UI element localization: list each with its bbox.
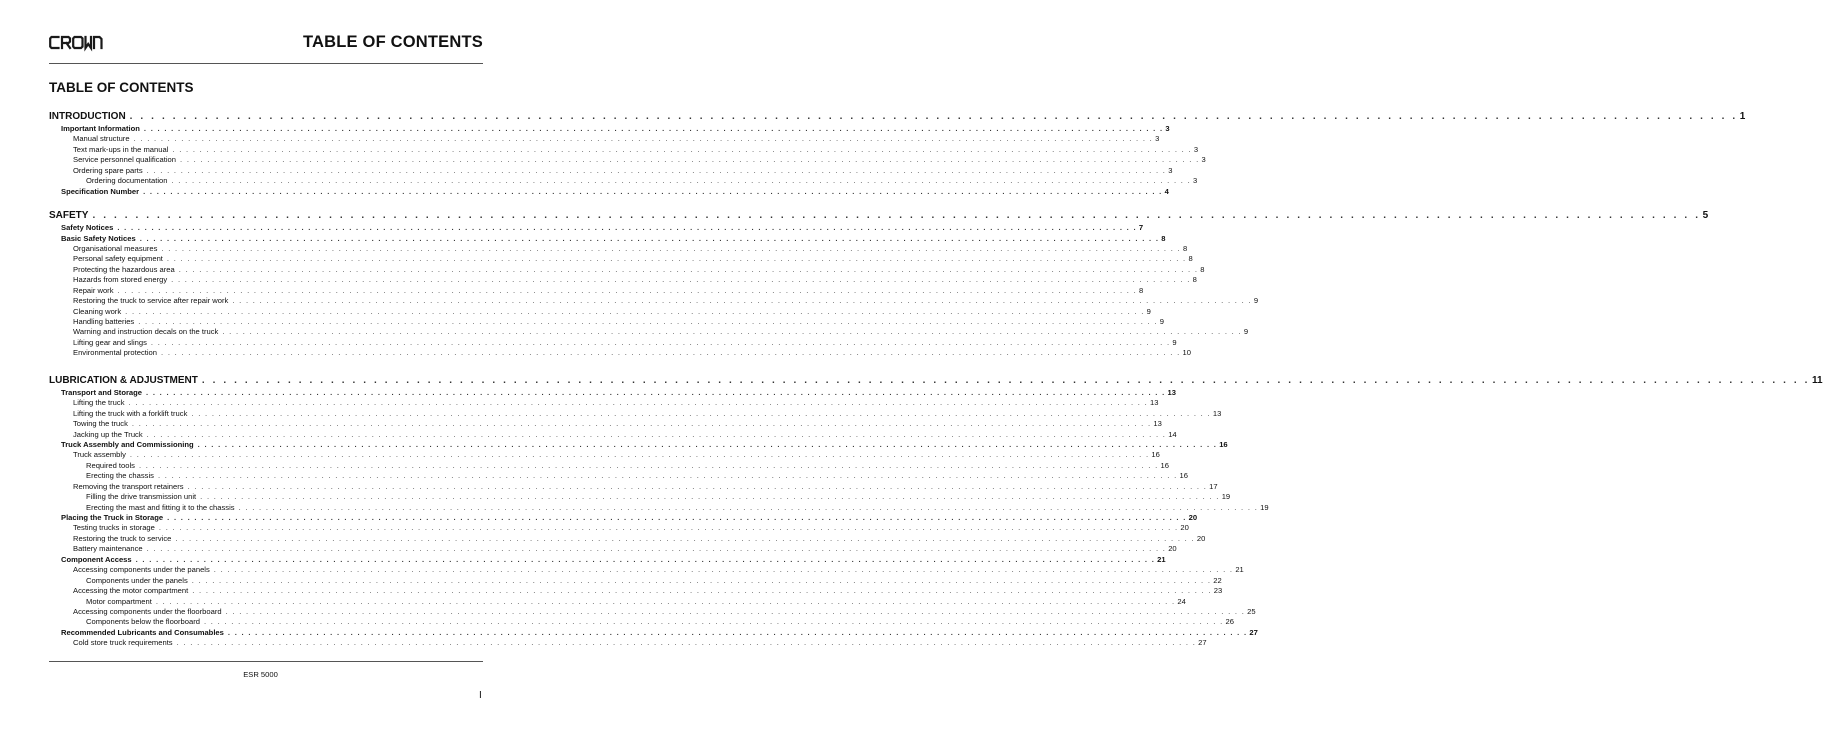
toc-entry-page: 7 [1138,223,1144,233]
toc-entry-page: 3 [1165,124,1170,133]
toc-entry[interactable] [49,419,1162,429]
dot-leader: . . . . . . . . . . . . . . . . . . . . . . . . . . . . . . . . . . . . . . . . . . . . . . . . . . . . . . . . . . . . . . . . . . . . . . . . . . . . . . . . . . . . . . . . . . . . . . . . . . . . . . . . . . . . . . . . . . . . . . . . . . . . . . . . . . . . . . . . . . . . . . . . . . . . . . [213,565,1234,575]
toc-entry-page: 8 [1192,275,1197,285]
crown-logo [49,35,103,54]
toc-entry[interactable] [49,186,1169,197]
toc-entry[interactable] [49,327,1249,337]
toc-section[interactable] [49,374,1823,388]
toc-entry-label: Transport and Storage [61,387,143,397]
toc-entry[interactable] [49,306,1151,317]
toc-entry-label: Hazards from stored energy [73,275,168,285]
toc-entry-page: 16 [1179,471,1188,481]
toc-entry-label: Erecting the mast and fitting it to the chassis [86,502,235,512]
toc-entry-label: Handling batteries [73,317,135,326]
toc-entry-label: Text mark-ups in the manual [73,144,169,154]
toc-entry[interactable] [49,471,1188,481]
toc-entry[interactable] [49,481,1218,492]
toc-entry-label: Organisational measures [73,243,158,253]
toc-entry-label: Lifting the truck [73,398,125,408]
toc-entry-label: Ordering spare parts [73,165,143,175]
toc-entry-label: Battery maintenance [73,544,143,554]
dot-leader: . . . . . . . . . . . . . . . . . . . . . . . . . . . . . . . . . . . . . . . . . . . . . . . . . . . . . . . . . . . . . . . . . . . . . . . . . . . . . . . . . . . . . . . . . . . . . . . . . . . . . . . . . . . . . . . . . . . . . . . . . . . . . . . . . . . . . . . . . . . . . . . . . . . . . . [191,408,1211,418]
toc-entry-page: 8 [1161,233,1166,243]
toc-entry-page: 25 [1247,606,1256,616]
toc-entry-page: 23 [1213,586,1223,596]
dot-leader: . . . . . . . . . . . . . . . . . . . . . . . . . . . . . . . . . . . . . . . . . . . . . . . . . . . . . . . . . . . . . . . . . . . . . . . . . . . . . . . . . . . . . . . . . . . . . . . . . . . . . . . . . . . . . . . . . . . . . . . . . . . . . . . . . . . . . . . . . . . . . . . . . . . . . . [191,575,1212,585]
toc-entry-page: 16 [1219,439,1228,449]
toc-entry[interactable] [49,348,1191,358]
toc-entry-label: Environmental protection [73,348,157,358]
toc-entry[interactable] [49,429,1177,440]
section-spacer [49,359,483,374]
toc-entry-page: 8 [1188,254,1193,264]
toc-entry[interactable] [49,275,1197,285]
dot-leader: . . . . . . . . . . . . . . . . . . . . . . . . . . . . . . . . . . . . . . . . . . . . . . . . . . . . . . . . . . . . . . . . . . . . . . . . . . . . . . . . . . . . . . . . . . . . . . . . . . . . . . . . . . . . . . . . . . . . . . . . . . . . . . . . . . . . . . . . . . . . . . . . . . . . . . [200,492,1220,502]
toc-entry-label: Jacking up the Truck [73,429,143,439]
dot-leader: . . . . . . . . . . . . . . . . . . . . . . . . . . . . . . . . . . . . . . . . . . . . . . . . . . . . . . . . . . . . . . . . . . . . . . . . . . . . . . . . . . . . . . . . . . . . . . . . . . . . . . . . . . . . . . . . . . . . . . . . . . . . . . . . . . . . . . . . . . . . . . . . . . . . . . [178,264,1199,274]
dot-leader: . . . . . . . . . . . . . . . . . . . . . . . . . . . . . . . . . . . . . . . . . . . . . . . . . . . . . . . . . . . . . . . . . . . . . . . . . . . . . . . . . . . . . . . . . . . . . . . . . . . . . . . . . . . . . . . . . . . . . . . . . . . . . . . . . . . . . . . . . . . . . . . . . . . . . . [197,439,1218,449]
toc-entry-label: Basic Safety Notices [61,233,136,243]
toc-entry-label: Component Access [61,554,132,564]
toc-entry-page: 3 [1201,155,1206,165]
toc-entry-page: 19 [1221,492,1231,502]
toc-entry-label: Placing the Truck in Storage [61,513,164,522]
toc-entry[interactable] [49,144,1199,155]
crown-logo-mark [49,35,103,49]
dot-leader: . . . . . . . . . . . . . . . . . . . . . . . . . . . . . . . . . . . . . . . . . . . . . . . . . . . . . . . . . . . . . . . . . . . . . . . . . . . . . . . . . . . . . . . . . . . . . . . . . . . . . . . . . . . . . . . . . . . . . . . . . . . . . . . . . . . . . . . . . . . . . . . . . . . . . . [117,285,1138,295]
toc-entry[interactable] [49,337,1177,348]
toc-entry-page: 13 [1150,398,1159,408]
toc-entry-page: 9 [1172,337,1177,347]
dot-leader: . . . . . . . . . . . . . . . . . . . . . . . . . . . . . . . . . . . . . . . . . . . . . . . . . . . . . . . . . . . . . . . . . . . . . . . . . . . . . . . . . . . . . . . . . . . . . . . . . . . . . . . . . . . . . . . . . . . . . . . . . . . . . . . . . . . . . . . . . . . . . . . . . . . . . . [117,223,1137,233]
dot-leader: . . . . . . . . . . . . . . . . . . . . . . . . . . . . . . . . . . . . . . . . . . . . . . . . . . . . . . . . . . . . . . . . . . . . . . . . . . . . . . . . . . . . . . . . . . . . . . . . . . . . . . . . . . . . . . . . . . . . . . . . . . . . . . . . . . . . . . . . . . . . . . . . . . . . . . [139,233,1160,243]
toc-entry[interactable] [49,439,1228,450]
toc-entry[interactable] [49,124,1170,134]
toc-entry[interactable] [49,408,1222,419]
dot-leader: . . . . . . . . . . . . . . . . . . . . . . . . . . . . . . . . . . . . . . . . . . . . . . . . . . . . . . . . . . . . . . . . . . . . . . . . . . . . . . . . . . . . . . . . . . . . . . . . . . . . . . . . . . . . . . . . . . . . . . . . . . . . . . . . . . . . . . . . . . . . . . . . . . . . . . [135,554,1156,564]
toc-entry[interactable] [49,638,1207,648]
toc-entry[interactable] [49,596,1186,607]
toc-entry-label: SAFETY [49,210,89,222]
toc-entry-page: 13 [1167,387,1176,397]
toc-entry-label: Protecting the hazardous area [73,264,175,274]
toc-entry[interactable] [49,523,1189,533]
toc-entry-page: 13 [1212,408,1222,418]
toc-list [49,110,1823,649]
toc-entry-page: 8 [1182,243,1188,253]
dot-leader: . . . . . . . . . . . . . . . . . . . . . . . . . . . . . . . . . . . . . . . . . . . . . . . . . . . . . . . . . . . . . . . . . . . . . . . . . . . . . . . . . . . . . . . . . . . . . . . . . . . . . . . . . . . . . . . . . . . . . . . . . . . . . . . . . . . . . . . . . . . . . . . . . . . . . . [146,387,1166,397]
toc-entry-label: Service personnel qualification [73,155,176,165]
toc-entry[interactable] [49,450,1160,460]
footer-rule [49,661,483,662]
toc-entry[interactable] [49,544,1177,554]
toc-entry-page: 3 [1168,165,1173,175]
toc-entry[interactable] [49,233,1166,244]
toc-entry-label: Cold store truck requirements [73,638,173,648]
toc-entry-label: Specification Number [61,186,140,196]
toc-entry-page: 3 [1155,134,1160,144]
dot-leader: . . . . . . . . . . . . . . . . . . . . . . . . . . . . . . . . . . . . . . . . . . . . . . . . . . . . . . . . . . . . . . . . . . . . . . . . . . . . . . . . . . . . . . . . . . . . . . . . . . . . . . . . . . . . . . . . . . . . . . . . . . . . . . . . . . . . . . . . . . . . . . . . . . . . . . [158,523,1179,533]
toc-entry-page: 9 [1253,296,1259,306]
toc-entry-page: 21 [1235,565,1244,575]
footer-model: ESR 5000 [243,670,278,679]
toc-entry-label: Motor compartment [86,596,152,606]
toc-entry-page: 20 [1196,533,1206,543]
toc-entry-label: Components below the floorboard [86,617,200,627]
toc-entry-page: 9 [1146,306,1151,316]
dot-leader: . . . . . . . . . . . . . . . . . . . . . . . . . . . . . . . . . . . . . . . . . . . . . . . . . . . . . . . . . . . . . . . . . . . . . . . . . . . . . . . . . . . . . . . . . . . . . . . . . . . . . . . . . . . . . . . . . . . . . . . . . . . . . . . . . . . . . . . . . . . . . . . . . . . . . . [176,638,1197,648]
toc-entry-label: Repair work [73,285,114,295]
dot-leader: . . . . . . . . . . . . . . . . . . . . . . . . . . . . . . . . . . . . . . . . . . . . . . . . . . . . . . . . . . . . . . . . . . . . . . . . . . . . . . . . . . . . . . . . . . . . . . . . . . . . . . . . . . . . . . . . . . . . . . . . . . . . . . . . . . . . . . . . . . . . . . . . . . . . . . [150,337,1171,347]
toc-entry-label: Cleaning work [73,306,122,316]
toc-entry-page: 4 [1164,186,1169,196]
dot-leader: . . . . . . . . . . . . . . . . . . . . . . . . . . . . . . . . . . . . . . . . . . . . . . . . . . . . . . . . . . . . . . . . . . . . . . . . . . . . . . . . . . . . . . . . . . . . . . . . . . . . . . . . . . . . . . . . . . . . . . . . . . . . . . . . . . . . . . . . . . . . . . . . . . . . . . [238,502,1259,512]
toc-section[interactable] [49,209,1709,223]
toc-entry-label: Lifting gear and slings [73,337,147,347]
toc-entry-page: 22 [1213,575,1222,585]
toc-entry-label: Restoring the truck to service [73,533,172,543]
toc-entry-page: 13 [1153,419,1162,429]
dot-leader: . . . . . . . . . . . . . . . . . . . . . . . . . . . . . . . . . . . . . . . . . . . . . . . . . . . . . . . . . . . . . . . . . . . . . . . . . . . . . . . . . . . . . . . . . . . . . . . . . . . . . . . . . . . . . . . . . . . . . . . . . . . . . . . . . . . . . . . . . . . . . . . . . . . . . . [131,419,1152,429]
dot-leader: . . . . . . . . . . . . . . . . . . . . . . . . . . . . . . . . . . . . . . . . . . . . . . . . . . . . . . . . . . . . . . . . . . . . . . . . . . . . . . . . . . . . . . . . . . . . . . . . . . . . . . . . . . . . . . . . . . . . . . . . . . . . . . . . . . . . . . . . . . . . . . . . . . . . . . [222,327,1242,337]
toc-entry-page: 17 [1209,481,1218,491]
toc-entry-page: 20 [1168,544,1177,554]
dot-leader: . . . . . . . . . . . . . . . . . . . . . . . . . . . . . . . . . . . . . . . . . . . . . . . . . . . . . . . . . . . . . . . . . . . . . . . . . . . . . . . . . . . . . . . . . . . . . . . . . . . . . . . . . . . . . . . . . . . . . . . . . . . . . . . . . . . . . . . . . . . . . . . . . . . . . . [92,210,1701,222]
toc-entry-page: 27 [1249,627,1258,637]
toc-entry[interactable] [49,398,1159,408]
toc-entry-label: Safety Notices [61,223,114,233]
dot-leader: . . . . . . . . . . . . . . . . . . . . . . . . . . . . . . . . . . . . . . . . . . . . . . . . . . . . . . . . . . . . . . . . . . . . . . . . . . . . . . . . . . . . . . . . . . . . . . . . . . . . . . . . . . . . . . . . . . . . . . . . . . . . . . . . . . . . . . . . . . . . . . . . . . . . . . [138,317,1158,326]
dot-leader: . . . . . . . . . . . . . . . . . . . . . . . . . . . . . . . . . . . . . . . . . . . . . . . . . . . . . . . . . . . . . . . . . . . . . . . . . . . . . . . . . . . . . . . . . . . . . . . . . . . . . . . . . . . . . . . . . . . . . . . . . . . . . . . . . . . . . . . . . . . . . . . . . . . . . . [128,398,1149,408]
toc-entry[interactable] [49,176,1198,186]
toc-entry-label: Filling the drive transmission unit [86,492,197,502]
dot-leader: . . . . . . . . . . . . . . . . . . . . . . . . . . . . . . . . . . . . . . . . . . . . . . . . . . . . . . . . . . . . . . . . . . . . . . . . . . . . . . . . . . . . . . . . . . . . . . . . . . . . . . . . . . . . . . . . . . . . . . . . . . . . . . . . . . . . . . . . . . . . . . . . . . . . . . [146,544,1167,554]
toc-entry-label: Erecting the chassis [86,471,154,481]
toc-entry-page: 20 [1188,513,1198,522]
toc-section[interactable] [49,110,1746,124]
dot-leader: . . . . . . . . . . . . . . . . . . . . . . . . . . . . . . . . . . . . . . . . . . . . . . . . . . . . . . . . . . . . . . . . . . . . . . . . . . . . . . . . . . . . . . . . . . . . . . . . . . . . . . . . . . . . . . . . . . . . . . . . . . . . . . . . . . . . . . . . . . . . . . . . . . . . . . [155,596,1176,606]
toc-entry[interactable] [49,134,1160,144]
toc-entry[interactable] [49,575,1222,586]
dot-leader: . . . . . . . . . . . . . . . . . . . . . . . . . . . . . . . . . . . . . . . . . . . . . . . . . . . . . . . . . . . . . . . . . . . . . . . . . . . . . . . . . . . . . . . . . . . . . . . . . . . . . . . . . . . . . . . . . . . . . . . . . . . . . . . . . . . . . . . . . . . . . . . . . . . . . . [192,586,1212,596]
toc-entry-label: Recommended Lubricants and Consumables [61,627,224,637]
toc-entry[interactable] [49,296,1259,306]
dot-leader: . . . . . . . . . . . . . . . . . . . . . . . . . . . . . . . . . . . . . . . . . . . . . . . . . . . . . . . . . . . . . . . . . . . . . . . . . . . . . . . . . . . . . . . . . . . . . . . . . . . . . . . . . . . . . . . . . . . . . . . . . . . . . . . . . . . . . . . . . . . . . . . . . . . . . . [187,481,1208,491]
toc-entry-page: 3 [1193,144,1199,154]
dot-leader: . . . . . . . . . . . . . . . . . . . . . . . . . . . . . . . . . . . . . . . . . . . . . . . . . . . . . . . . . . . . . . . . . . . . . . . . . . . . . . . . . . . . . . . . . . . . . . . . . . . . . . . . . . . . . . . . . . . . . . . . . . . . . . . . . . . . . . . . . . . . . . . . . . . . . . [203,617,1224,627]
toc-entry-label: LUBRICATION & ADJUSTMENT [49,374,198,386]
toc-entry-label: Components under the panels [86,575,188,585]
toc-entry-label: Lifting the truck with a forklift truck [73,408,188,418]
dot-leader: . . . . . . . . . . . . . . . . . . . . . . . . . . . . . . . . . . . . . . . . . . . . . . . . . . . . . . . . . . . . . . . . . . . . . . . . . . . . . . . . . . . . . . . . . . . . . . . . . . . . . . . . . . . . . . . . . . . . . . . . . . . . . . . . . . . . . . . . . . . . . . . . . . . . . . [157,471,1178,481]
dot-leader: . . . . . . . . . . . . . . . . . . . . . . . . . . . . . . . . . . . . . . . . . . . . . . . . . . . . . . . . . . . . . . . . . . . . . . . . . . . . . . . . . . . . . . . . . . . . . . . . . . . . . . . . . . . . . . . . . . . . . . . . . . . . . . . . . . . . . . . . . . . . . . . . . . . . . . [129,111,1738,122]
toc-entry[interactable] [49,533,1206,544]
toc-title: TABLE OF CONTENTS [49,80,194,95]
toc-entry[interactable] [49,155,1206,165]
toc-entry[interactable] [49,285,1144,296]
toc-entry-label: Testing trucks in storage [73,523,155,533]
toc-entry-page: 1 [1739,111,1746,122]
toc-entry[interactable] [49,223,1144,233]
toc-entry[interactable] [49,460,1169,471]
dot-leader: . . . . . . . . . . . . . . . . . . . . . . . . . . . . . . . . . . . . . . . . . . . . . . . . . . . . . . . . . . . . . . . . . . . . . . . . . . . . . . . . . . . . . . . . . . . . . . . . . . . . . . . . . . . . . . . . . . . . . . . . . . . . . . . . . . . . . . . . . . . . . . . . . . . . . . [161,348,1181,358]
toc-entry[interactable] [49,243,1188,254]
toc-entry[interactable] [49,264,1205,275]
section-spacer [49,197,483,209]
toc-entry-label: Towing the truck [73,419,128,429]
toc-entry[interactable] [49,565,1244,575]
dot-leader: . . . . . . . . . . . . . . . . . . . . . . . . . . . . . . . . . . . . . . . . . . . . . . . . . . . . . . . . . . . . . . . . . . . . . . . . . . . . . . . . . . . . . . . . . . . . . . . . . . . . . . . . . . . . . . . . . . . . . . . . . . . . . . . . . . . . . . . . . . . . . . . . . . . . . . [125,306,1145,316]
dot-leader: . . . . . . . . . . . . . . . . . . . . . . . . . . . . . . . . . . . . . . . . . . . . . . . . . . . . . . . . . . . . . . . . . . . . . . . . . . . . . . . . . . . . . . . . . . . . . . . . . . . . . . . . . . . . . . . . . . . . . . . . . . . . . . . . . . . . . . . . . . . . . . . . . . . . . . [146,429,1167,439]
dot-leader: . . . . . . . . . . . . . . . . . . . . . . . . . . . . . . . . . . . . . . . . . . . . . . . . . . . . . . . . . . . . . . . . . . . . . . . . . . . . . . . . . . . . . . . . . . . . . . . . . . . . . . . . . . . . . . . . . . . . . . . . . . . . . . . . . . . . . . . . . . . . . . . . . . . . . . [143,186,1163,196]
toc-entry-page: 27 [1198,638,1207,648]
toc-entry[interactable] [49,502,1269,513]
dot-leader: . . . . . . . . . . . . . . . . . . . . . . . . . . . . . . . . . . . . . . . . . . . . . . . . . . . . . . . . . . . . . . . . . . . . . . . . . . . . . . . . . . . . . . . . . . . . . . . . . . . . . . . . . . . . . . . . . . . . . . . . . . . . . . . . . . . . . . . . . . . . . . . . . . . . . . [225,606,1246,616]
toc-entry-label: Restoring the truck to service after repair work [73,296,229,306]
toc-entry[interactable] [49,627,1258,638]
toc-entry-label: Accessing the motor compartment [73,586,189,596]
toc-entry-label: Truck Assembly and Commissioning [61,439,194,449]
toc-entry-label: Removing the transport retainers [73,481,184,491]
toc-entry-page: 20 [1180,523,1189,533]
toc-entry[interactable] [49,586,1223,596]
toc-entry-page: 26 [1225,617,1234,627]
dot-leader: . . . . . . . . . . . . . . . . . . . . . . . . . . . . . . . . . . . . . . . . . . . . . . . . . . . . . . . . . . . . . . . . . . . . . . . . . . . . . . . . . . . . . . . . . . . . . . . . . . . . . . . . . . . . . . . . . . . . . . . . . . . . . . . . . . . . . . . . . . . . . . . . . . . . . . [138,460,1159,470]
toc-entry-label: INTRODUCTION [49,111,126,122]
toc-entry[interactable] [49,513,1198,523]
dot-leader: . . . . . . . . . . . . . . . . . . . . . . . . . . . . . . . . . . . . . . . . . . . . . . . . . . . . . . . . . . . . . . . . . . . . . . . . . . . . . . . . . . . . . . . . . . . . . . . . . . . . . . . . . . . . . . . . . . . . . . . . . . . . . . . . . . . . . . . . . . . . . . . . . . . . . . [172,144,1192,154]
dot-leader: . . . . . . . . . . . . . . . . . . . . . . . . . . . . . . . . . . . . . . . . . . . . . . . . . . . . . . . . . . . . . . . . . . . . . . . . . . . . . . . . . . . . . . . . . . . . . . . . . . . . . . . . . . . . . . . . . . . . . . . . . . . . . . . . . . . . . . . . . . . . . . . . . . . . . . [133,134,1154,144]
toc-entry[interactable] [49,617,1234,627]
toc-entry-label: Ordering documentation [86,176,168,186]
toc-entry-label: Personal safety equipment [73,254,163,264]
dot-leader: . . . . . . . . . . . . . . . . . . . . . . . . . . . . . . . . . . . . . . . . . . . . . . . . . . . . . . . . . . . . . . . . . . . . . . . . . . . . . . . . . . . . . . . . . . . . . . . . . . . . . . . . . . . . . . . . . . . . . . . . . . . . . . . . . . . . . . . . . . . . . . . . . . . . . . [201,374,1811,386]
toc-entry-page: 8 [1200,264,1205,274]
toc-entry-page: 21 [1157,554,1166,564]
toc-entry-label: Accessing components under the floorboard [73,606,222,616]
toc-entry-label: Important Information [61,124,140,133]
toc-entry-label: Required tools [86,460,135,470]
dot-leader: . . . . . . . . . . . . . . . . . . . . . . . . . . . . . . . . . . . . . . . . . . . . . . . . . . . . . . . . . . . . . . . . . . . . . . . . . . . . . . . . . . . . . . . . . . . . . . . . . . . . . . . . . . . . . . . . . . . . . . . . . . . . . . . . . . . . . . . . . . . . . . . . . . . . . . [171,275,1191,285]
toc-entry[interactable] [49,492,1231,502]
toc-entry-page: 5 [1702,210,1709,222]
dot-leader: . . . . . . . . . . . . . . . . . . . . . . . . . . . . . . . . . . . . . . . . . . . . . . . . . . . . . . . . . . . . . . . . . . . . . . . . . . . . . . . . . . . . . . . . . . . . . . . . . . . . . . . . . . . . . . . . . . . . . . . . . . . . . . . . . . . . . . . . . . . . . . . . . . . . . . [167,513,1187,522]
toc-entry[interactable] [49,606,1256,617]
dot-leader: . . . . . . . . . . . . . . . . . . . . . . . . . . . . . . . . . . . . . . . . . . . . . . . . . . . . . . . . . . . . . . . . . . . . . . . . . . . . . . . . . . . . . . . . . . . . . . . . . . . . . . . . . . . . . . . . . . . . . . . . . . . . . . . . . . . . . . . . . . . . . . . . . . . . . . [143,124,1164,133]
toc-entry-page: 11 [1812,374,1823,386]
toc-entry-label: Warning and instruction decals on the truck [73,327,219,337]
toc-entry[interactable] [49,165,1173,176]
dot-leader: . . . . . . . . . . . . . . . . . . . . . . . . . . . . . . . . . . . . . . . . . . . . . . . . . . . . . . . . . . . . . . . . . . . . . . . . . . . . . . . . . . . . . . . . . . . . . . . . . . . . . . . . . . . . . . . . . . . . . . . . . . . . . . . . . . . . . . . . . . . . . . . . . . . . . . [232,296,1252,306]
toc-entry-label: Accessing components under the panels [73,565,210,575]
dot-leader: . . . . . . . . . . . . . . . . . . . . . . . . . . . . . . . . . . . . . . . . . . . . . . . . . . . . . . . . . . . . . . . . . . . . . . . . . . . . . . . . . . . . . . . . . . . . . . . . . . . . . . . . . . . . . . . . . . . . . . . . . . . . . . . . . . . . . . . . . . . . . . . . . . . . . . [129,450,1150,460]
toc-entry-page: 14 [1168,429,1177,439]
toc-entry[interactable] [49,387,1176,398]
dot-leader: . . . . . . . . . . . . . . . . . . . . . . . . . . . . . . . . . . . . . . . . . . . . . . . . . . . . . . . . . . . . . . . . . . . . . . . . . . . . . . . . . . . . . . . . . . . . . . . . . . . . . . . . . . . . . . . . . . . . . . . . . . . . . . . . . . . . . . . . . . . . . . . . . . . . . . [180,155,1200,165]
dot-leader: . . . . . . . . . . . . . . . . . . . . . . . . . . . . . . . . . . . . . . . . . . . . . . . . . . . . . . . . . . . . . . . . . . . . . . . . . . . . . . . . . . . . . . . . . . . . . . . . . . . . . . . . . . . . . . . . . . . . . . . . . . . . . . . . . . . . . . . . . . . . . . . . . . . . . . [171,176,1192,186]
toc-entry[interactable] [49,254,1193,264]
toc-entry-page: 8 [1139,285,1144,295]
dot-leader: . . . . . . . . . . . . . . . . . . . . . . . . . . . . . . . . . . . . . . . . . . . . . . . . . . . . . . . . . . . . . . . . . . . . . . . . . . . . . . . . . . . . . . . . . . . . . . . . . . . . . . . . . . . . . . . . . . . . . . . . . . . . . . . . . . . . . . . . . . . . . . . . . . . . . . [161,243,1181,253]
header-rule [49,63,483,64]
toc-entry-page: 24 [1177,596,1186,606]
toc-entry-label: Manual structure [73,134,130,144]
toc-entry-label: Truck assembly [73,450,126,460]
toc-entry-page: 10 [1182,348,1191,358]
header-title: TABLE OF CONTENTS [302,33,483,51]
toc-entry-page: 19 [1260,502,1269,512]
footer-page-number: I [479,690,482,701]
toc-entry[interactable] [49,317,1164,327]
dot-leader: . . . . . . . . . . . . . . . . . . . . . . . . . . . . . . . . . . . . . . . . . . . . . . . . . . . . . . . . . . . . . . . . . . . . . . . . . . . . . . . . . . . . . . . . . . . . . . . . . . . . . . . . . . . . . . . . . . . . . . . . . . . . . . . . . . . . . . . . . . . . . . . . . . . . . . [166,254,1187,264]
toc-entry-page: 9 [1243,327,1249,337]
dot-leader: . . . . . . . . . . . . . . . . . . . . . . . . . . . . . . . . . . . . . . . . . . . . . . . . . . . . . . . . . . . . . . . . . . . . . . . . . . . . . . . . . . . . . . . . . . . . . . . . . . . . . . . . . . . . . . . . . . . . . . . . . . . . . . . . . . . . . . . . . . . . . . . . . . . . . . [175,533,1195,543]
toc-entry-page: 9 [1159,317,1164,326]
toc-entry[interactable] [49,554,1166,565]
toc-entry-page: 16 [1151,450,1160,460]
toc-entry-page: 3 [1193,176,1198,186]
toc-entry-page: 16 [1160,460,1169,470]
dot-leader: . . . . . . . . . . . . . . . . . . . . . . . . . . . . . . . . . . . . . . . . . . . . . . . . . . . . . . . . . . . . . . . . . . . . . . . . . . . . . . . . . . . . . . . . . . . . . . . . . . . . . . . . . . . . . . . . . . . . . . . . . . . . . . . . . . . . . . . . . . . . . . . . . . . . . . [146,165,1167,175]
dot-leader: . . . . . . . . . . . . . . . . . . . . . . . . . . . . . . . . . . . . . . . . . . . . . . . . . . . . . . . . . . . . . . . . . . . . . . . . . . . . . . . . . . . . . . . . . . . . . . . . . . . . . . . . . . . . . . . . . . . . . . . . . . . . . . . . . . . . . . . . . . . . . . . . . . . . . . [227,627,1248,637]
